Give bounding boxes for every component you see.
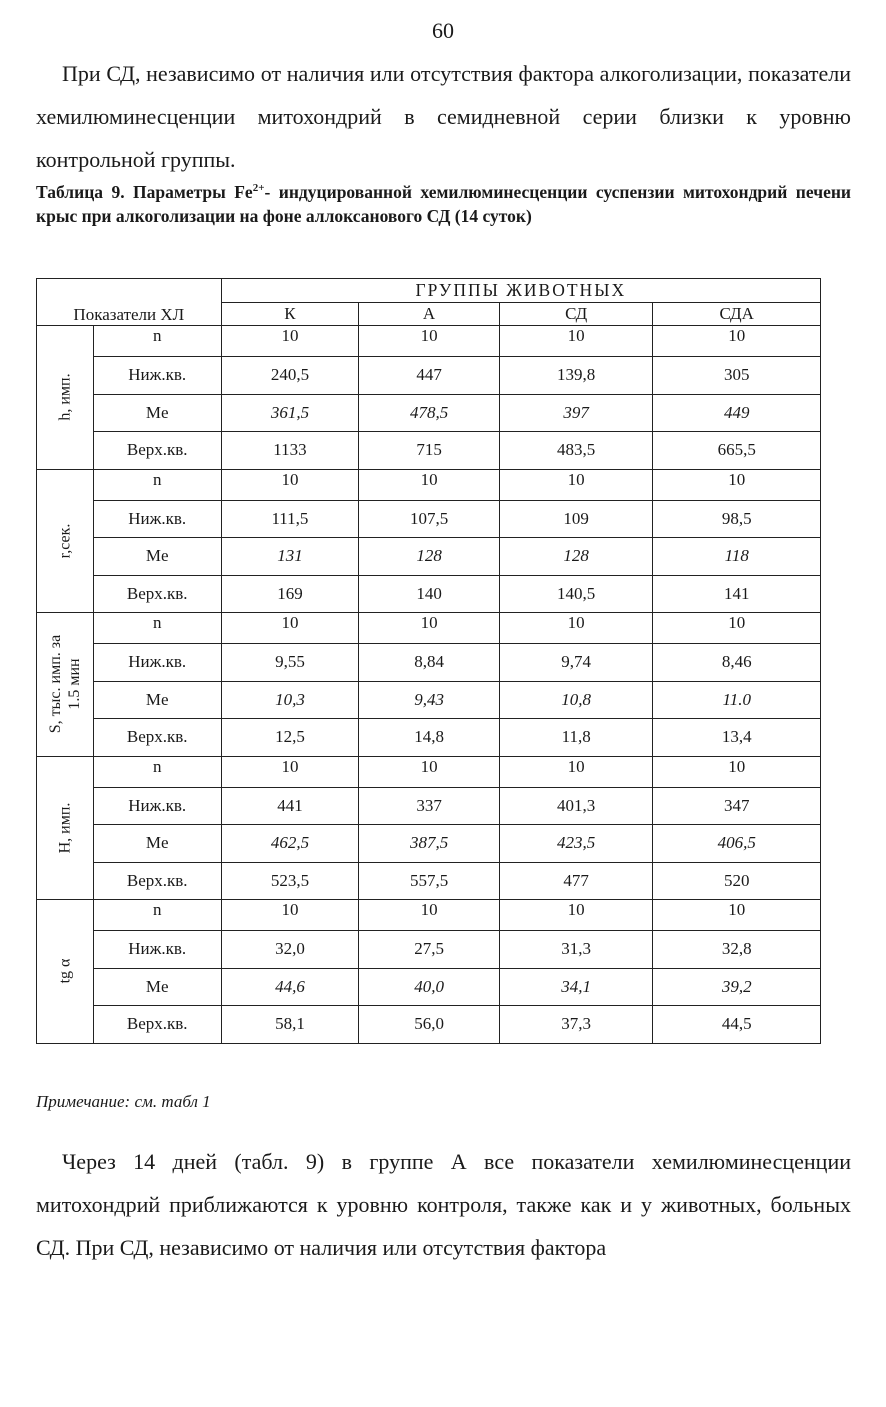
table-cell: 10 xyxy=(359,613,500,644)
caption-superscript: 2+ xyxy=(252,182,265,195)
table-cell: 665,5 xyxy=(653,432,821,470)
table-cell: 240,5 xyxy=(221,357,359,395)
median-cell: 11.0 xyxy=(653,681,821,719)
group-label-cell xyxy=(37,900,94,1044)
group-s xyxy=(37,613,821,757)
table-cell: 10 xyxy=(653,326,821,357)
row-label: Верх.кв. xyxy=(93,719,221,757)
data-table xyxy=(36,278,821,1044)
table-cell: 10 xyxy=(499,326,653,357)
median-cell: 449 xyxy=(653,394,821,432)
median-cell: 406,5 xyxy=(653,825,821,863)
group-label-cell xyxy=(37,469,94,613)
table-cell: 10 xyxy=(221,469,359,500)
group-label: r,сек. xyxy=(56,523,74,559)
table-cell: 12,5 xyxy=(221,719,359,757)
row-label: Ниж.кв. xyxy=(93,787,221,825)
group-label: S, тыс. имп. за 1.5 мин xyxy=(46,635,83,734)
table-cell: 9,74 xyxy=(499,644,653,682)
median-cell: 10,3 xyxy=(221,681,359,719)
median-cell: 423,5 xyxy=(499,825,653,863)
table-cell: 10 xyxy=(499,469,653,500)
table-cell: 10 xyxy=(499,900,653,931)
table-caption xyxy=(36,180,851,228)
table-cell: 13,4 xyxy=(653,719,821,757)
table-cell: 10 xyxy=(359,756,500,787)
table-cell: 10 xyxy=(359,326,500,357)
column-header: А xyxy=(359,303,500,326)
table-cell: 483,5 xyxy=(499,432,653,470)
table-cell: 169 xyxy=(221,575,359,613)
table-cell: 10 xyxy=(653,900,821,931)
paragraph-bottom: Через 14 дней (табл. 9) в группе А все показатели хемилюминесценции митохондрий приближаются к уровню контроля, также как и у животных, больных СД. При СД, независимо от наличия или отсутствия фактора xyxy=(36,1149,851,1260)
table-cell: 32,8 xyxy=(653,931,821,969)
table-cell: 347 xyxy=(653,787,821,825)
median-cell: 128 xyxy=(359,538,500,576)
table-cell: 10 xyxy=(221,900,359,931)
row-label: n xyxy=(93,613,221,644)
table-cell: 140,5 xyxy=(499,575,653,613)
table-cell: 10 xyxy=(653,756,821,787)
groups-header: ГРУППЫ ЖИВОТНЫХ xyxy=(221,279,820,303)
table-cell: 477 xyxy=(499,862,653,900)
median-cell: 39,2 xyxy=(653,968,821,1006)
row-label: Ниж.кв. xyxy=(93,500,221,538)
median-cell: 44,6 xyxy=(221,968,359,1006)
paragraph-top: При СД, независимо от наличия или отсутствия фактора алкоголизации, показатели хемилюминесценции митохондрий в семидневной серии близки к уровню контрольной группы. xyxy=(36,61,851,172)
column-header: СДА xyxy=(653,303,821,326)
page-number: 60 xyxy=(432,18,454,43)
median-cell: 462,5 xyxy=(221,825,359,863)
group-label: H, имп. xyxy=(56,802,74,854)
table-cell: 401,3 xyxy=(499,787,653,825)
row-label: Me xyxy=(93,394,221,432)
median-cell: 118 xyxy=(653,538,821,576)
table-cell: 10 xyxy=(221,756,359,787)
group-label-cell xyxy=(37,613,94,757)
table-cell: 11,8 xyxy=(499,719,653,757)
row-label: Me xyxy=(93,968,221,1006)
table-cell: 44,5 xyxy=(653,1006,821,1044)
table-cell: 1133 xyxy=(221,432,359,470)
indicator-header: Показатели ХЛ xyxy=(37,279,222,326)
row-label: n xyxy=(93,326,221,357)
table-cell: 305 xyxy=(653,357,821,395)
table-note: Примечание: см. табл 1 xyxy=(36,1092,211,1111)
row-label: Верх.кв. xyxy=(93,432,221,470)
table-cell: 10 xyxy=(499,613,653,644)
table-cell: 139,8 xyxy=(499,357,653,395)
table-cell: 8,46 xyxy=(653,644,821,682)
group-label-cell xyxy=(37,326,94,470)
table-cell: 337 xyxy=(359,787,500,825)
table-cell: 8,84 xyxy=(359,644,500,682)
group-label-cell xyxy=(37,756,94,900)
table-cell: 14,8 xyxy=(359,719,500,757)
row-label: Верх.кв. xyxy=(93,1006,221,1044)
table-cell: 10 xyxy=(499,756,653,787)
table-cell: 31,3 xyxy=(499,931,653,969)
row-label: Me xyxy=(93,825,221,863)
group-H xyxy=(37,756,821,900)
table-cell: 557,5 xyxy=(359,862,500,900)
table-cell: 32,0 xyxy=(221,931,359,969)
row-label: Ниж.кв. xyxy=(93,357,221,395)
group-label: h, имп. xyxy=(56,373,74,421)
table-cell: 10 xyxy=(653,613,821,644)
row-label: n xyxy=(93,756,221,787)
row-label: Верх.кв. xyxy=(93,862,221,900)
group-r xyxy=(37,469,821,613)
row-label: Ниж.кв. xyxy=(93,644,221,682)
table-cell: 10 xyxy=(221,613,359,644)
group-label: tg α xyxy=(56,958,74,984)
median-cell: 361,5 xyxy=(221,394,359,432)
table-cell: 27,5 xyxy=(359,931,500,969)
table-cell: 715 xyxy=(359,432,500,470)
median-cell: 397 xyxy=(499,394,653,432)
median-cell: 9,43 xyxy=(359,681,500,719)
row-label: Me xyxy=(93,681,221,719)
table-cell: 107,5 xyxy=(359,500,500,538)
table-cell: 10 xyxy=(653,469,821,500)
median-cell: 34,1 xyxy=(499,968,653,1006)
table-cell: 109 xyxy=(499,500,653,538)
median-cell: 128 xyxy=(499,538,653,576)
table-cell: 520 xyxy=(653,862,821,900)
table-cell: 37,3 xyxy=(499,1006,653,1044)
row-label: n xyxy=(93,469,221,500)
row-label: Ниж.кв. xyxy=(93,931,221,969)
caption-prefix: Таблица 9. Параметры Fe xyxy=(36,182,253,202)
median-cell: 478,5 xyxy=(359,394,500,432)
table-cell: 10 xyxy=(221,326,359,357)
median-cell: 40,0 xyxy=(359,968,500,1006)
table-cell: 58,1 xyxy=(221,1006,359,1044)
table-cell: 140 xyxy=(359,575,500,613)
column-header: К xyxy=(221,303,359,326)
caption-rest: - индуцированной хемилюминесценции суспензии митохондрий печени крыс при алкоголизации на фоне аллоксанового СД (14 суток) xyxy=(36,182,851,226)
table-cell: 441 xyxy=(221,787,359,825)
row-label: Верх.кв. xyxy=(93,575,221,613)
table-cell: 10 xyxy=(359,900,500,931)
table-cell: 56,0 xyxy=(359,1006,500,1044)
median-cell: 10,8 xyxy=(499,681,653,719)
table-cell: 111,5 xyxy=(221,500,359,538)
table-cell: 10 xyxy=(359,469,500,500)
table-cell: 9,55 xyxy=(221,644,359,682)
median-cell: 131 xyxy=(221,538,359,576)
table-cell: 141 xyxy=(653,575,821,613)
table-cell: 523,5 xyxy=(221,862,359,900)
column-header: СД xyxy=(499,303,653,326)
table-cell: 447 xyxy=(359,357,500,395)
group-h xyxy=(37,326,821,470)
group-tg xyxy=(37,900,821,1044)
table-cell: 98,5 xyxy=(653,500,821,538)
row-label: Me xyxy=(93,538,221,576)
row-label: n xyxy=(93,900,221,931)
median-cell: 387,5 xyxy=(359,825,500,863)
